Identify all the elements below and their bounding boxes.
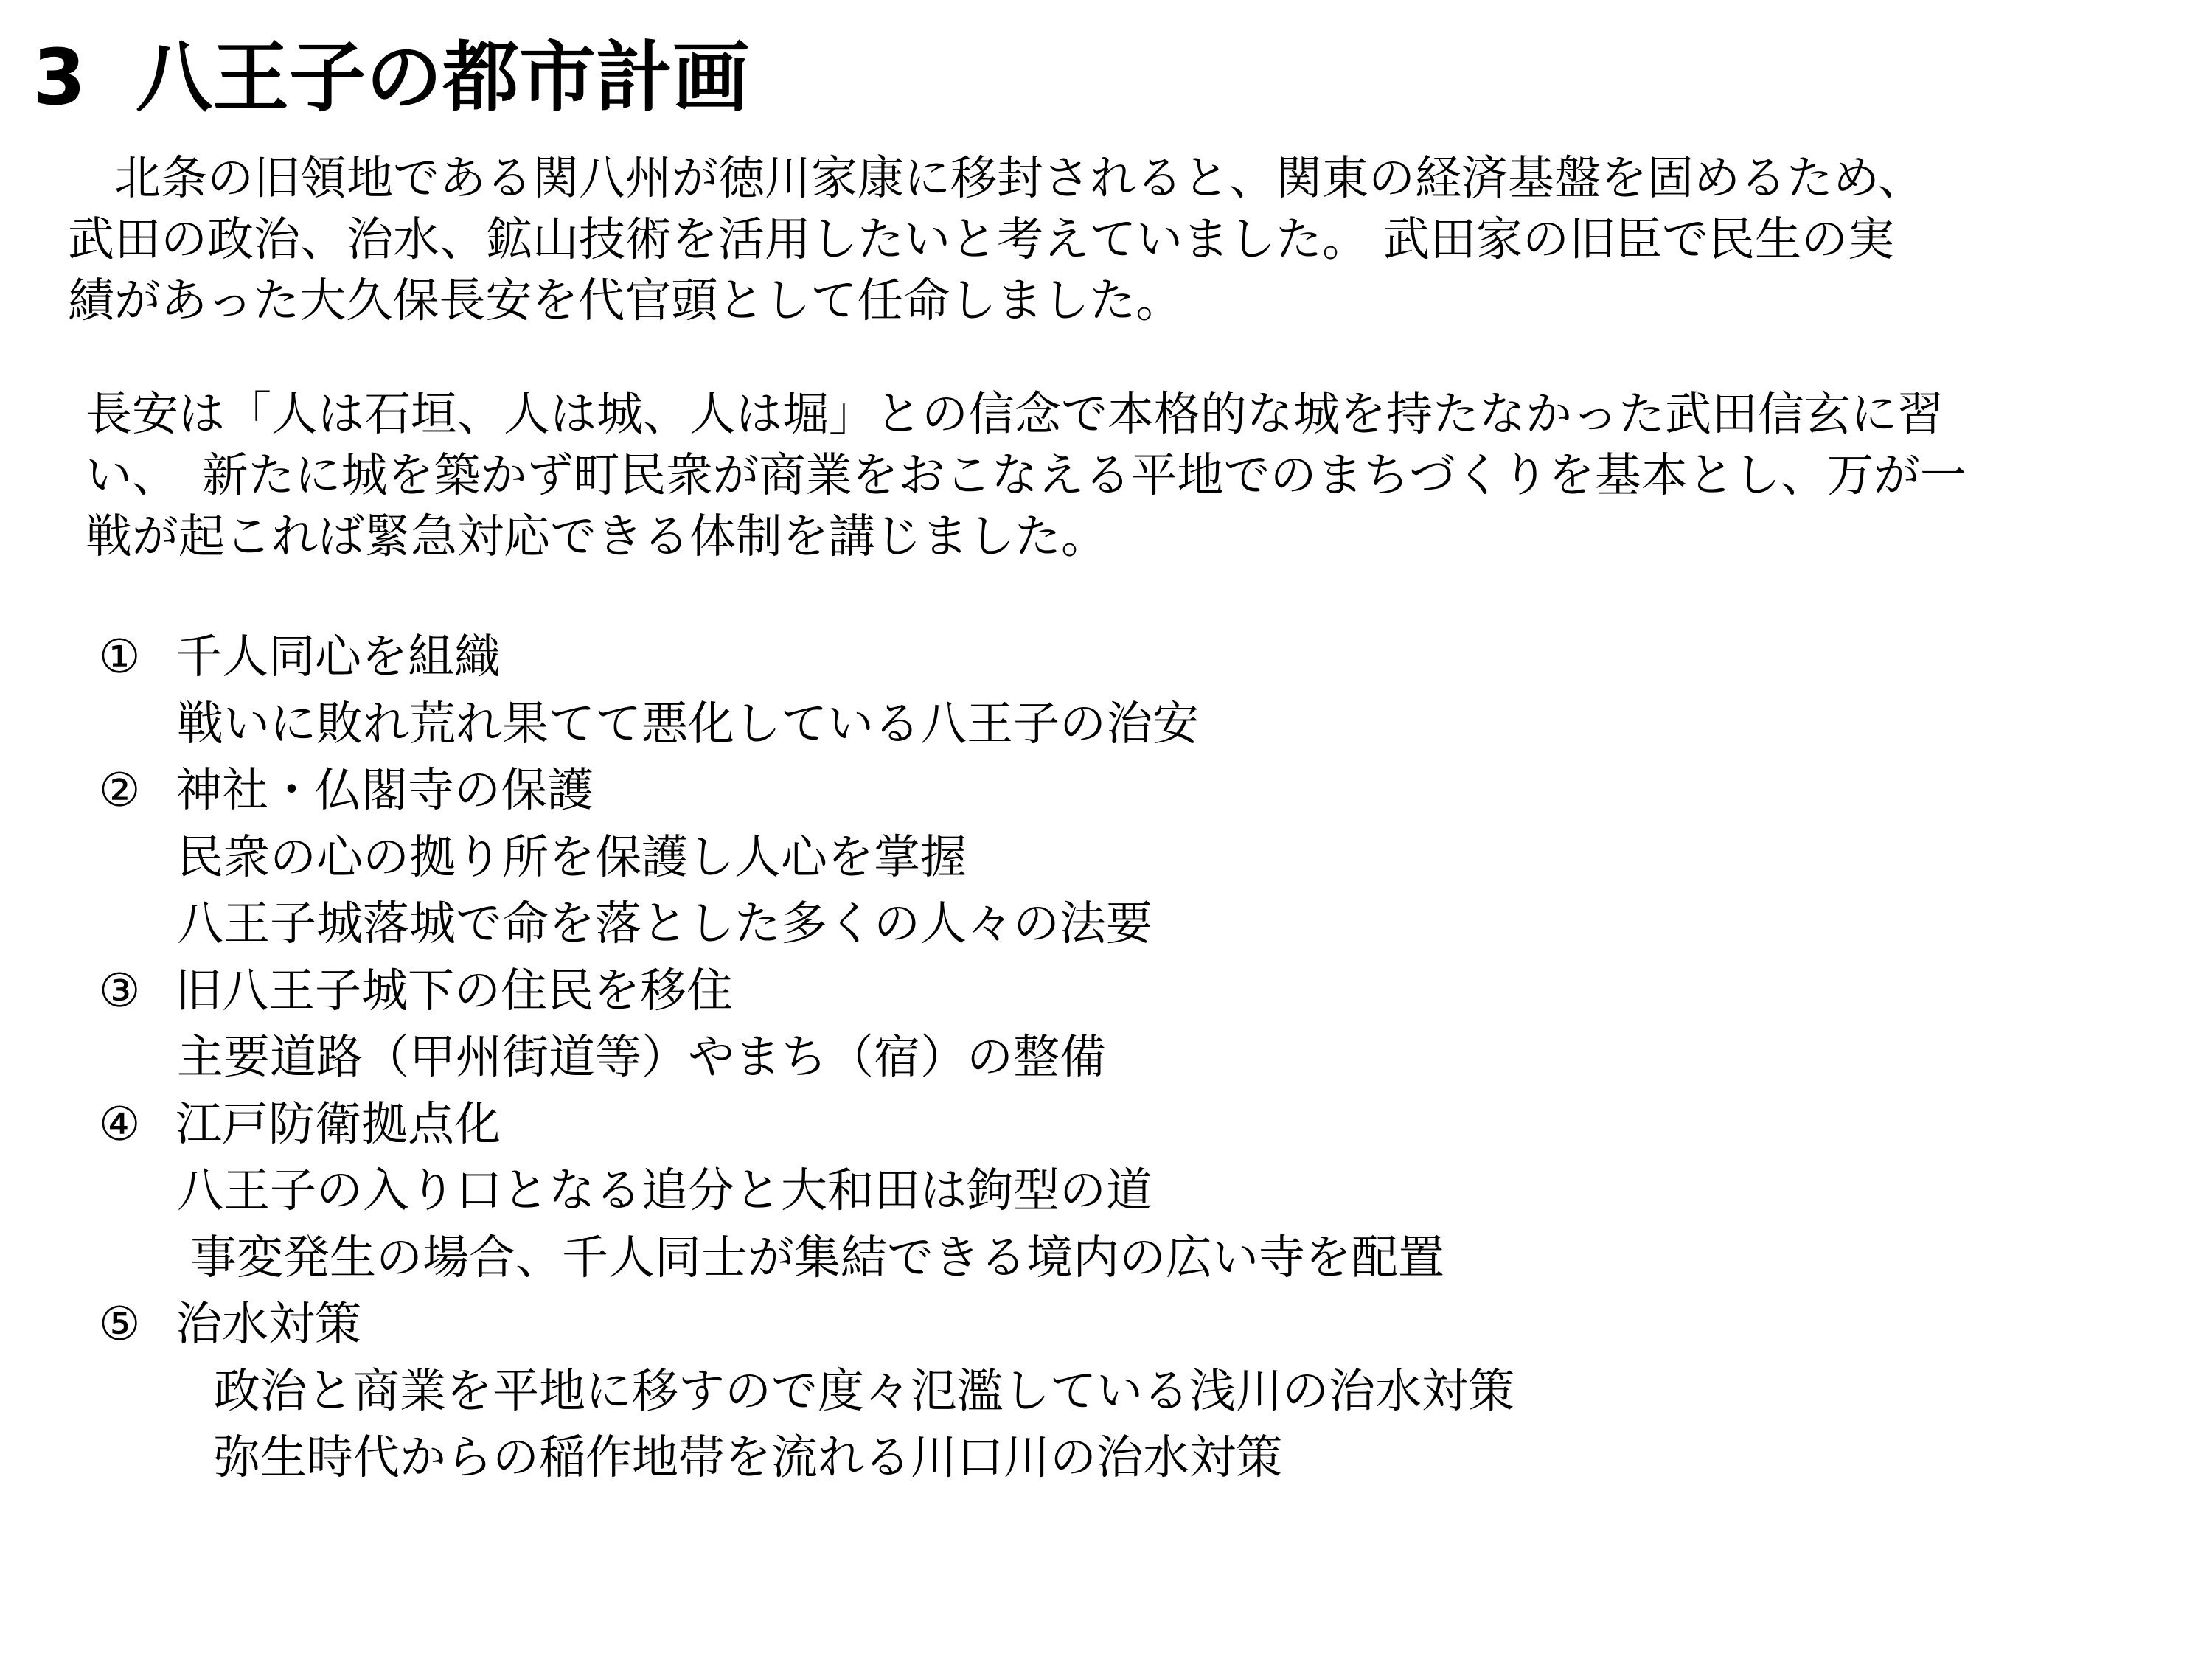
paragraph-line: 戦が起これば緊急対応できる体制を講じました。 (86, 509, 1107, 563)
list-detail: 八王子の入り口となる追分と大和田は鉤型の道 (177, 1164, 1152, 1217)
list-detail: 民衆の心の拠り所を保護し人心を掌握 (177, 830, 967, 884)
list-marker: ④ (99, 1096, 141, 1151)
policy-paragraph (86, 383, 1966, 567)
list-detail: 弥生時代からの稲作地帯を流れる川口川の治水対策 (214, 1430, 1282, 1484)
list-heading: 旧八王子城下の住民を移住 (175, 963, 733, 1018)
paragraph-line: い、 新たに城を築かず町民衆が商業をおこなえる平地でのまちづくりを基本とし、万が一 (86, 448, 1966, 502)
measures-list (99, 624, 1514, 1492)
list-detail: 主要道路（甲州街道等）やまち（宿）の整備 (177, 1030, 1106, 1084)
section-number: 3 (32, 32, 86, 122)
list-marker: ⑤ (99, 1297, 141, 1351)
list-item-3 (99, 958, 1514, 1025)
list-detail: 八王子城落城で命を落とした多くの人々の法要 (177, 897, 1152, 950)
list-marker: ③ (99, 963, 141, 1018)
list-detail: 戦いに敗れ荒れ果てて悪化している八王子の治安 (177, 696, 1199, 751)
intro-paragraph (68, 147, 1924, 331)
paragraph-line: 武田の政治、治水、鉱山技術を活用したいと考えていました。 武田家の旧臣で民生の実 (68, 212, 1895, 266)
paragraph-line: 長安は「人は石垣、人は城、人は堀」との信念で本格的な城を持たなかった武田信玄に習 (86, 387, 1944, 441)
list-marker: ① (99, 630, 141, 684)
list-item-5 (99, 1291, 1514, 1358)
list-heading: 神社・仏閣寺の保護 (175, 763, 594, 817)
page-title (32, 29, 749, 125)
list-marker: ② (99, 763, 141, 817)
section-title: 八王子の都市計画 (136, 32, 750, 122)
list-heading: 江戸防衛拠点化 (175, 1096, 501, 1151)
list-heading: 治水対策 (175, 1297, 361, 1351)
list-detail: 政治と商業を平地に移すので度々氾濫している浅川の治水対策 (214, 1363, 1514, 1418)
paragraph-line: 績があった大久保長安を代官頭として任命しました。 (68, 274, 1183, 327)
paragraph-line: 北条の旧領地である関八州が徳川家康に移封されると、関東の経済基盤を固めるため、 (68, 151, 1924, 205)
list-item-2 (99, 757, 1514, 824)
list-item-4 (99, 1091, 1514, 1158)
list-detail: 事変発生の場合、千人同士が集結できる境内の広い寺を配置 (190, 1230, 1444, 1284)
list-item-1 (99, 624, 1514, 691)
list-heading: 千人同心を組織 (175, 630, 501, 684)
